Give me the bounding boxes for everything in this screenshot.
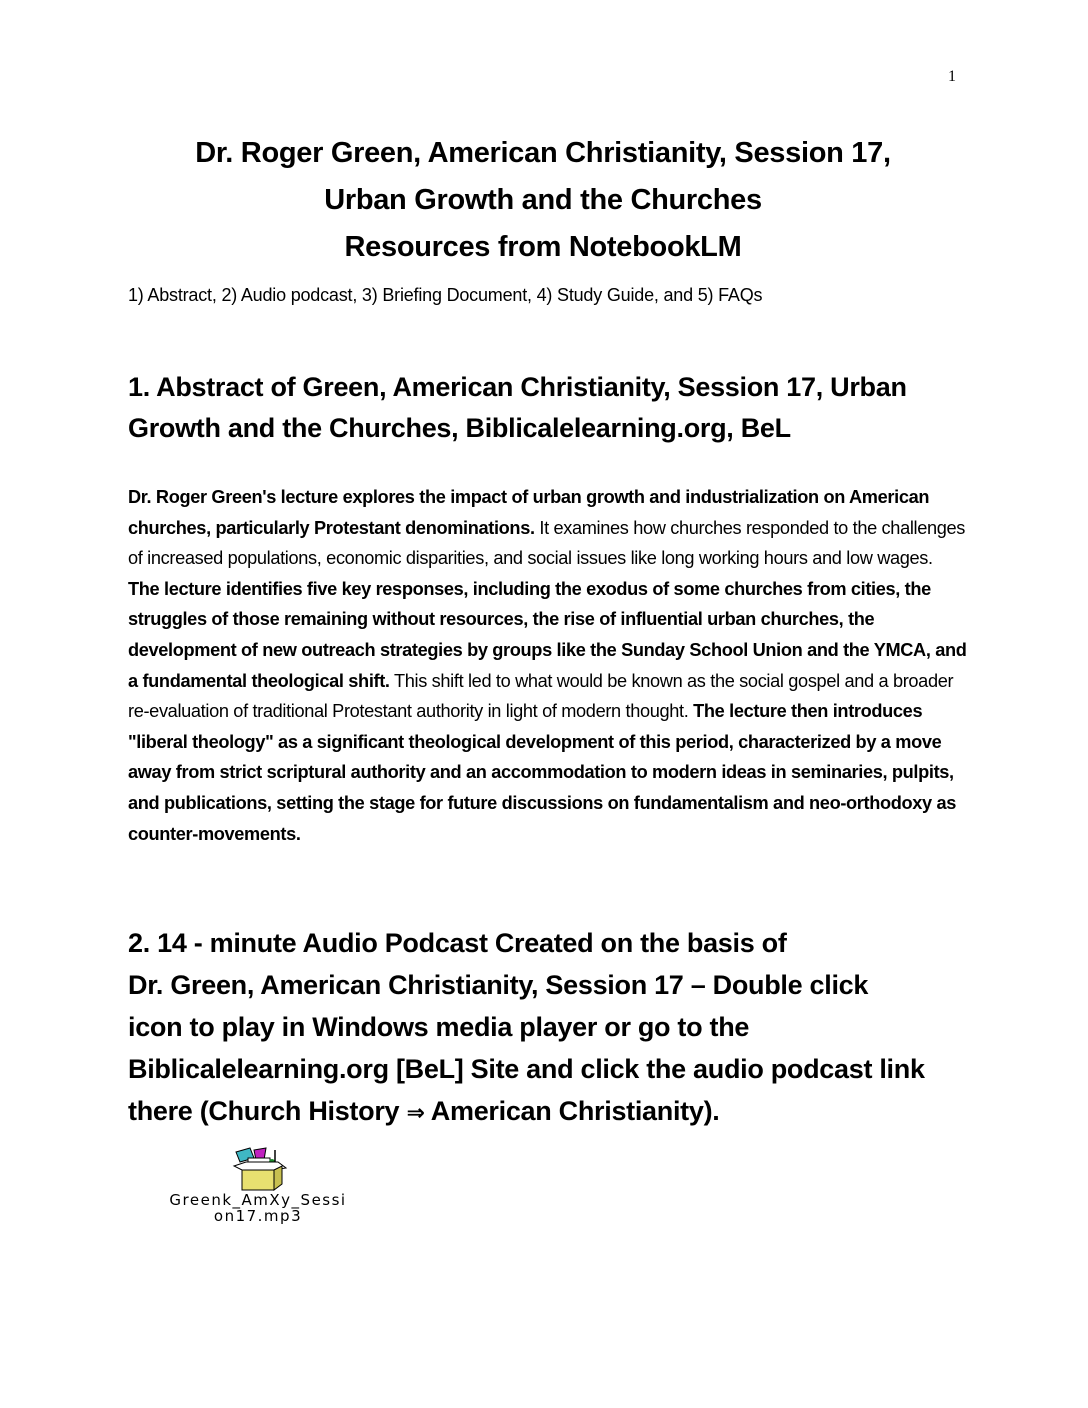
arrow-right-icon: ⇒	[406, 1100, 425, 1125]
contents-summary: 1) Abstract, 2) Audio podcast, 3) Briefing Document, 4) Study Guide, and 5) FAQs	[128, 285, 763, 305]
audio-file-attachment[interactable]	[128, 1146, 388, 1224]
abstract-run-1: Dr. Roger Green's lecture explores the impact of urban growth and industrialization on American churches, particularly Protestant denominations.	[128, 487, 930, 538]
file-name-line-1: Greenk_AmXy_Sessi	[169, 1191, 347, 1209]
section-1-heading: 1. Abstract of Green, American Christianity, Session 17, Urban Growth and the Churches, Biblicalelearning.org, BeL	[128, 372, 907, 443]
abstract-run-3: The lecture identifies five key responses, including the exodus of some churches from cities, the struggles of those remaining without resources, the rise of influential urban churches, the development of new outreach strategies by groups like the Sunday School Union and the YMCA, and a fundamental theological shift.	[128, 578, 967, 691]
abstract-run-4: This shift led to what would be known as the social gospel and a broader re-evaluation of traditional Protestant authority in light of modern thought.	[128, 670, 954, 722]
section-2-line-4: Biblicalelearning.org [BeL] Site and click the audio podcast link	[128, 1054, 925, 1084]
title-line-2: Urban Growth and the Churches	[324, 184, 762, 216]
section-2-line-5-pre: there (Church History	[128, 1096, 407, 1126]
file-name-line-2: on17.mp3	[213, 1207, 303, 1225]
document-title	[128, 130, 958, 271]
abstract-run-2: It examines how churches responded to the challenges of increased populations, economic disparities, and social issues like long working hours and low wages.	[128, 517, 966, 569]
section-2-line-5	[128, 1090, 968, 1134]
section-2-line-5-post: American Christianity).	[424, 1096, 720, 1126]
section-2-heading	[128, 922, 968, 1134]
title-line-3: Resources from NotebookLM	[344, 231, 742, 263]
section-2-line-3: icon to play in Windows media player or go to the	[128, 1012, 750, 1042]
abstract-run-5: The lecture then introduces "liberal theology" as a significant theological development of this period, characterized by a move away from strict scriptural authority and an accommodation to modern ideas in seminaries, pulpits, and publications, setting the stage for future discussions on fundamentalism and neo-orthodoxy as counter-movements.	[128, 701, 957, 844]
abstract-paragraph	[128, 482, 968, 849]
package-icon	[228, 1146, 288, 1192]
section-2-line-1: 2. 14 - minute Audio Podcast Created on the basis of	[128, 928, 787, 958]
title-line-1: Dr. Roger Green, American Christianity, Session 17,	[195, 137, 891, 169]
page-number: 1	[948, 68, 956, 85]
section-2-line-2: Dr. Green, American Christianity, Session 17 – Double click	[128, 970, 869, 1000]
